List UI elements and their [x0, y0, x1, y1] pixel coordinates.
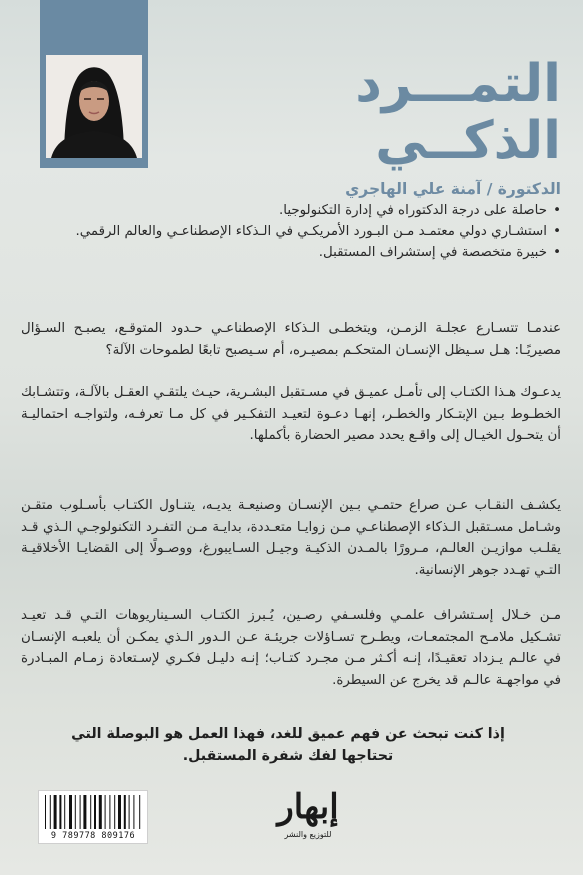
blurb-paragraph-1: عندمـا تتسـارع عجلـة الزمـن، ويتخطـى الـذكاء الإصطناعـي حـدود المتوقـع، يصبـح السـؤال مصيريًـا: هـل سـيظل الإنسـان المتحكـم بمصيـره، أم سـيصبح تابعًا لطموحات الآلة؟ [21, 321, 561, 358]
author-photo [46, 55, 142, 158]
book-title-line-1: التمـــرد [355, 54, 561, 114]
author-photo-frame [40, 0, 148, 168]
blurb-paragraph-4: مـن خـلال إسـتشراف علمـي وفلسـفي رصـين، يُـبرز الكتـاب السـيناريوهات التـي قـد تعيـد تشـكيل ملامـح المجتمعـات، ويطـرح تسـاؤلات جريئـة عـن الـدور الـذي يمكـن أن يلعبـه الإنسـان في عالـم يـزداد تعقيـدًا، إنـه أكـثر مـن مجـرد كتـاب؛ إنـه دليـل فكـري لإسـتعادة زمـام المبـادرة في مواجهـة عالـم قد يخرج عن السيطرة. [21, 608, 561, 688]
book-title-line-2: الذكــي [375, 111, 561, 171]
barcode-icon [45, 795, 141, 829]
credential-item: • حاصلة على درجة الدكتوراه في إدارة التكنولوجيا. [21, 200, 561, 221]
blurb-paragraph-3: يكشـف النقـاب عـن صراع حتمـي بـين الإنسـان وصنيعـة يديـه، يتنـاول الكتـاب بأسـلوب متقـن وشـامل مسـتقبل الـذكاء الإصطناعـي مـن زوايـا متعـددة، بدايـة مـن التفـرد التكنولوجـي الـذي قـد يقلـب موازيـن العالـم، مـرورًا بالمـدن الذكيـة وجيـل السـايبورغ، ووصـولًا إلى القضايـا الأخلاقيـة التـي تهـدد جوهر الإنسانية. [21, 498, 561, 578]
isbn-barcode [38, 790, 148, 844]
blurb-paragraph-2: يدعـوك هـذا الكتـاب إلى تأمـل عميـق في مسـتقبل البشـرية، حيـث يلتقـي العقـل بالآلـة، وتتشـابك الخطـوط بـين الإبتـكار والخطـر، إنهـا دعـوة لتعيـد التفكـير في كل مـا تعرفـه، ولتواجـه احتماليـة أن يتحـول الخيـال إلى واقـع يحدد مصير الحضارة بأكملها. [21, 385, 561, 443]
publisher-logo [258, 787, 358, 850]
closing-statement: إذا كنت تبحث عن فهم عميق للغد، فهذا العمل هو البوصلة التي تحتاجها لفك شفرة المستقبل. [71, 726, 505, 764]
publisher-tagline: للتوزيع والنشر [284, 830, 332, 839]
author-credentials-list [21, 200, 561, 263]
isbn-number: 9 789778 809176 [50, 831, 136, 841]
credential-item: • استشـاري دولي معتمـد مـن البـورد الأمريكـي في الـذكاء الإصطناعـي والعالم الرقمي. [21, 221, 561, 242]
author-name: الدكتورة / آمنة علي الهاجري [345, 180, 561, 198]
credential-item: • خبيرة متخصصة في إستشراف المستقبل. [21, 242, 561, 263]
author-portrait-image [46, 55, 142, 158]
publisher-logo-mark: إبهار [277, 787, 339, 827]
